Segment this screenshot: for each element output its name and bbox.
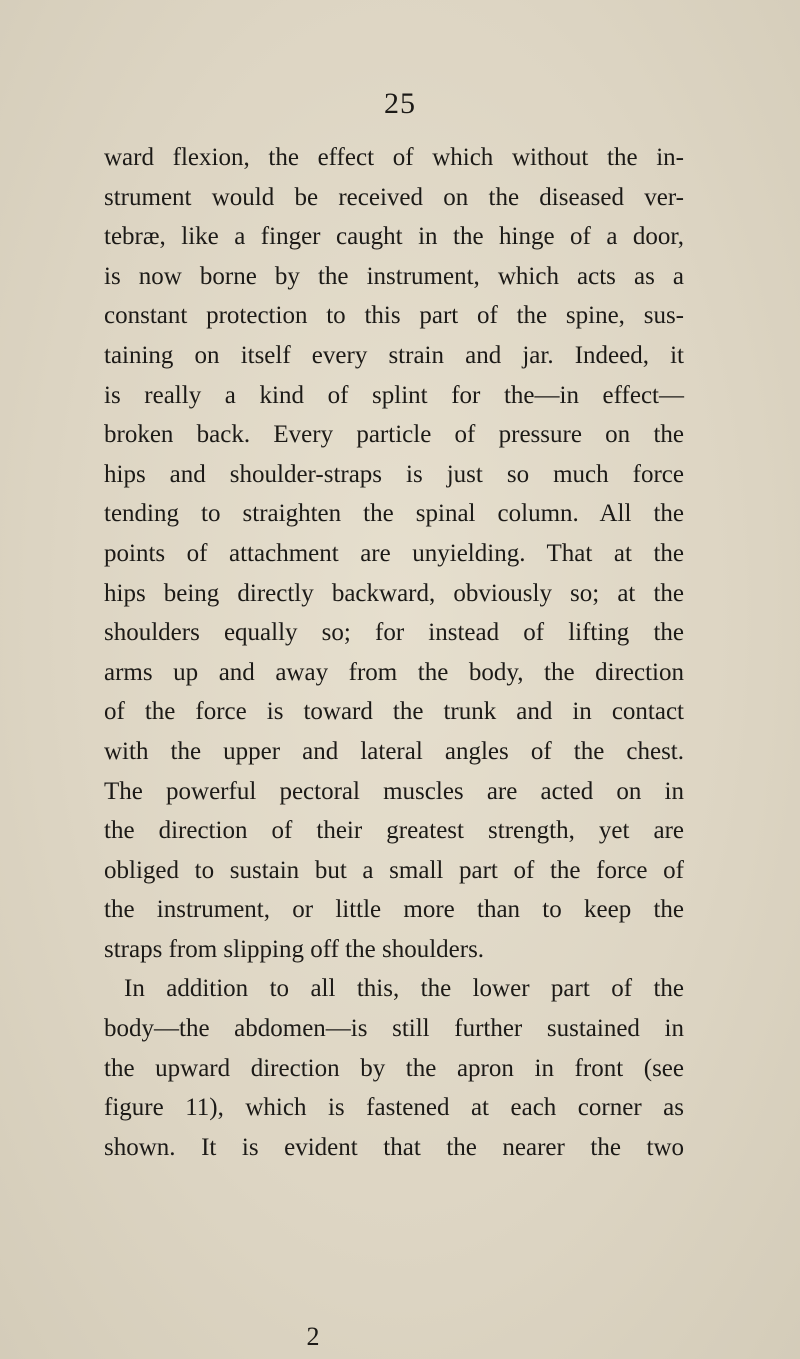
text-line: tebræ, like a finger caught in the hinge of a door, xyxy=(104,223,684,251)
text-line: the direction of their greatest strength, yet are xyxy=(104,817,684,845)
paragraph-start-line: In addition to all this, the lower part of the xyxy=(124,975,684,1003)
page-number: 25 xyxy=(384,87,416,120)
text-line: the upward direction by the apron in front (see xyxy=(104,1054,684,1082)
paragraph-end-line: straps from slipping off the shoulders. xyxy=(104,935,485,963)
text-line: shoulders equally so; for instead of lifting the xyxy=(104,619,684,647)
text-line: hips and shoulder-straps is just so much force xyxy=(104,460,684,488)
text-line: body—the abdomen—is still further sustained in xyxy=(104,1015,684,1043)
text-line: with the upper and lateral angles of the chest. xyxy=(104,737,684,765)
text-line: points of attachment are unyielding. That at the xyxy=(104,539,684,567)
text-line: is really a kind of splint for the—in effect— xyxy=(104,381,684,409)
text-line: hips being directly backward, obviously so; at the xyxy=(104,579,684,607)
text-line: obliged to sustain but a small part of the force of xyxy=(104,856,684,884)
body-text xyxy=(104,138,684,1167)
text-line: taining on itself every strain and jar. Indeed, it xyxy=(104,341,684,369)
text-line: shown. It is evident that the nearer the two xyxy=(104,1133,684,1161)
text-line: constant protection to this part of the spine, sus- xyxy=(104,302,684,330)
text-line: of the force is toward the trunk and in contact xyxy=(104,698,684,726)
text-line: tending to straighten the spinal column. All the xyxy=(104,500,684,528)
text-line: arms up and away from the body, the direction xyxy=(104,658,684,686)
text-line: the instrument, or little more than to keep the xyxy=(104,896,684,924)
text-line: is now borne by the instrument, which acts as a xyxy=(104,262,684,290)
text-line: ward flexion, the effect of which without the in- xyxy=(104,144,684,171)
text-line: broken back. Every particle of pressure on the xyxy=(104,421,684,449)
signature-mark: 2 xyxy=(306,1322,320,1351)
text-line: strument would be received on the diseased ver- xyxy=(104,183,684,211)
text-line: The powerful pectoral muscles are acted on in xyxy=(104,777,684,805)
text-line: figure 11), which is fastened at each corner as xyxy=(104,1094,684,1122)
